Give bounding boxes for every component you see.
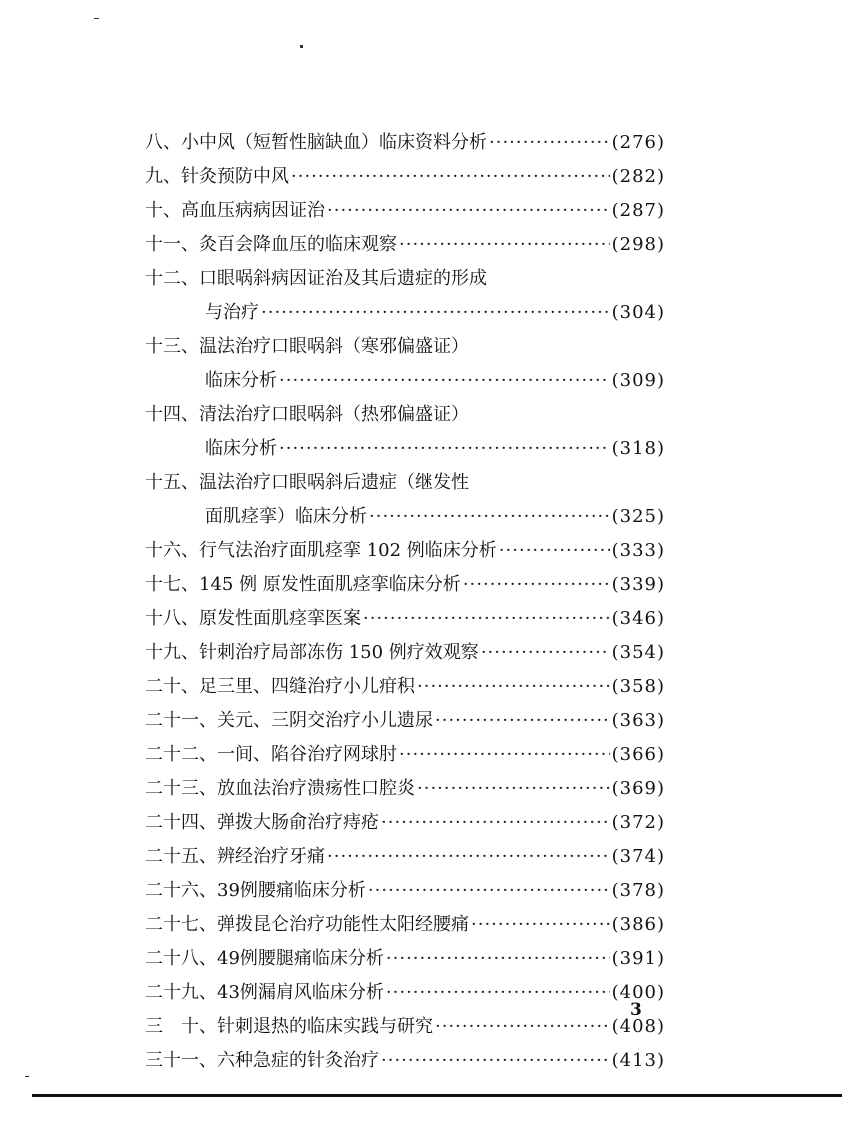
toc-entry-title: 临床分析 [205, 370, 277, 391]
toc-entry-continuation [145, 296, 665, 330]
toc-leader-dots [368, 874, 610, 908]
toc-entry-title: 三 十、针刺退热的临床实践与研究 [145, 1016, 433, 1037]
toc-page-number: (413) [611, 1050, 665, 1071]
toc-page-number: (276) [611, 132, 665, 153]
toc-page-number: (354) [611, 642, 665, 663]
toc-page-number: (374) [611, 846, 665, 867]
toc-entry [145, 942, 665, 976]
toc-entry-line [145, 262, 665, 296]
toc-entry-title: 二十三、放血法治疗溃疡性口腔炎 [145, 778, 415, 799]
toc-entry-title: 十四、清法治疗口眼㖞斜（热邪偏盛证） [145, 404, 469, 425]
toc-entry-line [145, 636, 665, 670]
toc-leader-dots [327, 840, 610, 874]
toc-entry [145, 194, 665, 228]
toc-entry [145, 1010, 665, 1044]
toc-entry-title: 十、高血压病病因证治 [145, 200, 325, 221]
toc-entry [145, 670, 665, 704]
toc-leader-dots [279, 432, 610, 466]
toc-leader-dots [381, 1044, 610, 1078]
toc-entry-continuation [145, 500, 665, 534]
toc-entry-continuation [145, 432, 665, 466]
toc-entry-line [145, 602, 665, 636]
toc-entry [145, 466, 665, 534]
toc-page-number: (304) [611, 302, 665, 323]
toc-leader-dots [489, 126, 610, 160]
toc-leader-dots [363, 602, 610, 636]
toc-leader-dots [471, 908, 610, 942]
toc-leader-dots [435, 1010, 610, 1044]
toc-page-number: (386) [611, 914, 665, 935]
toc-entry-line [145, 1010, 665, 1044]
toc-entry [145, 772, 665, 806]
toc-entry [145, 534, 665, 568]
toc-leader-dots [417, 670, 610, 704]
page-number: 3 [630, 1000, 642, 1020]
toc-entry-line [145, 806, 665, 840]
toc-page-number: (318) [611, 438, 665, 459]
toc-leader-dots [481, 636, 610, 670]
toc-leader-dots [327, 194, 610, 228]
toc-entry [145, 704, 665, 738]
toc-entry [145, 126, 665, 160]
toc-leader-dots [399, 228, 610, 262]
toc-entry-line [145, 160, 665, 194]
toc-entry-title: 八、小中风（短暂性脑缺血）临床资料分析 [145, 132, 487, 153]
toc-entry-title: 十五、温法治疗口眼㖞斜后遗症（继发性 [145, 472, 469, 493]
toc-entry-line [145, 568, 665, 602]
toc-entry [145, 874, 665, 908]
toc-entry-line [145, 976, 665, 1010]
toc-entry-line [145, 908, 665, 942]
toc-page-number: (333) [611, 540, 665, 561]
toc-entry-line [145, 704, 665, 738]
toc-page-number: (369) [611, 778, 665, 799]
toc-leader-dots [369, 500, 610, 534]
toc-entry-title: 三十一、六种急症的针灸治疗 [145, 1050, 379, 1071]
toc-entry-line [145, 466, 665, 500]
toc-page-number: (346) [611, 608, 665, 629]
toc-page-number: (339) [611, 574, 665, 595]
toc-leader-dots [279, 364, 610, 398]
toc-page-number: (287) [611, 200, 665, 221]
toc-entry [145, 330, 665, 398]
toc-entry-line [145, 942, 665, 976]
toc-entry [145, 976, 665, 1010]
toc-page-number: (325) [611, 506, 665, 527]
scan-speck [25, 1076, 29, 1077]
toc-leader-dots [399, 738, 610, 772]
toc-entry-line [145, 228, 665, 262]
toc-entry-title: 十九、针刺治疗局部冻伤 150 例疗效观察 [145, 642, 479, 663]
toc-leader-dots [435, 704, 610, 738]
toc-entry-title: 十六、行气法治疗面肌痉挛 102 例临床分析 [145, 540, 497, 561]
toc-leader-dots [417, 772, 610, 806]
toc-page-number: (363) [611, 710, 665, 731]
toc-entry-title: 二十六、39例腰痛临床分析 [145, 880, 366, 901]
toc-entry-title: 十一、灸百会降血压的临床观察 [145, 234, 397, 255]
toc-entry-title: 二十五、辨经治疗牙痛 [145, 846, 325, 867]
toc-entry-title: 临床分析 [205, 438, 277, 459]
toc-entry-line [145, 194, 665, 228]
toc-entry [145, 738, 665, 772]
scan-speck [94, 18, 99, 19]
scan-speck [300, 45, 303, 48]
toc-page-number: (309) [611, 370, 665, 391]
toc-entry [145, 806, 665, 840]
toc-entry-title: 二十、足三里、四缝治疗小儿疳积 [145, 676, 415, 697]
toc-entry-title: 二十八、49例腰腿痛临床分析 [145, 948, 384, 969]
toc-entry [145, 840, 665, 874]
toc-entry-line [145, 874, 665, 908]
toc-entry [145, 636, 665, 670]
toc-entry [145, 228, 665, 262]
toc-leader-dots [499, 534, 610, 568]
toc-entry-title: 二十二、一间、陷谷治疗网球肘 [145, 744, 397, 765]
toc-page-number: (282) [611, 166, 665, 187]
toc-entry-line [145, 126, 665, 160]
toc-entry-title: 十三、温法治疗口眼㖞斜（寒邪偏盛证） [145, 336, 469, 357]
toc-entry-line [145, 670, 665, 704]
toc-leader-dots [291, 160, 610, 194]
toc-entry [145, 398, 665, 466]
toc-page-number: (378) [611, 880, 665, 901]
table-of-contents [145, 126, 665, 1078]
toc-entry-line [145, 840, 665, 874]
toc-page-number: (400) [611, 982, 665, 1003]
toc-entry-continuation [145, 364, 665, 398]
toc-entry-line [145, 738, 665, 772]
toc-entry-title: 十七、145 例 原发性面肌痉挛临床分析 [145, 574, 461, 595]
toc-entry-line [145, 772, 665, 806]
toc-page-number: (358) [611, 676, 665, 697]
toc-entry-title: 与治疗 [205, 302, 259, 323]
toc-entry-line [145, 330, 665, 364]
toc-entry-title: 二十四、弹拨大肠俞治疗痔疮 [145, 812, 379, 833]
bottom-rule [32, 1094, 842, 1097]
toc-entry-title: 十二、口眼㖞斜病因证治及其后遗症的形成 [145, 268, 487, 289]
toc-entry-line [145, 1044, 665, 1078]
toc-entry [145, 262, 665, 330]
toc-entry [145, 908, 665, 942]
toc-leader-dots [463, 568, 610, 602]
toc-entry [145, 568, 665, 602]
toc-page-number: (391) [611, 948, 665, 969]
toc-entry-title: 二十一、关元、三阴交治疗小儿遗尿 [145, 710, 433, 731]
toc-entry-title: 面肌痉挛）临床分析 [205, 506, 367, 527]
toc-entry-line [145, 398, 665, 432]
toc-page-number: (372) [611, 812, 665, 833]
toc-entry-line [145, 534, 665, 568]
toc-leader-dots [261, 296, 610, 330]
toc-entry-title: 十八、原发性面肌痉挛医案 [145, 608, 361, 629]
toc-entry [145, 1044, 665, 1078]
toc-leader-dots [381, 806, 610, 840]
toc-entry-title: 二十九、43例漏肩风临床分析 [145, 982, 384, 1003]
toc-page-number: (408) [611, 1016, 665, 1037]
toc-entry-title: 二十七、弹拨昆仑治疗功能性太阳经腰痛 [145, 914, 469, 935]
toc-leader-dots [386, 976, 610, 1010]
toc-page-number: (298) [611, 234, 665, 255]
toc-entry [145, 602, 665, 636]
toc-page-number: (366) [611, 744, 665, 765]
toc-entry [145, 160, 665, 194]
toc-leader-dots [386, 942, 610, 976]
toc-entry-title: 九、针灸预防中风 [145, 166, 289, 187]
